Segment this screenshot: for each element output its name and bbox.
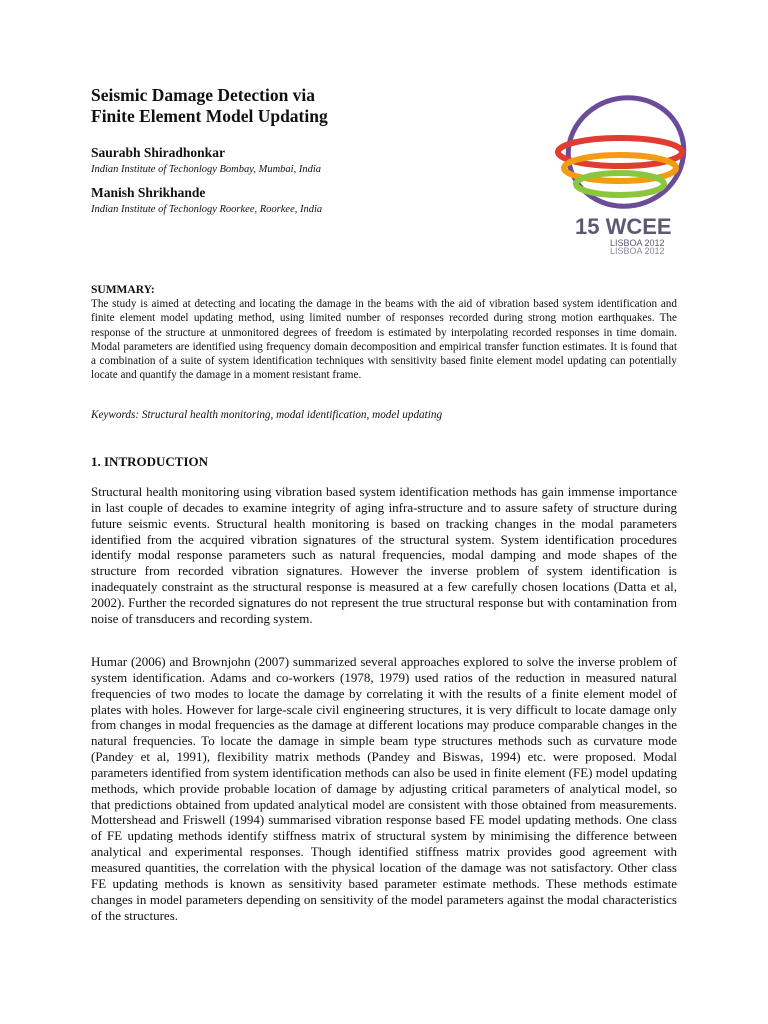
paragraph-2: Humar (2006) and Brownjohn (2007) summarized several approaches explored to solve the inverse problem of system identification. Adams and co-workers (1978, 1979) used ratios of the reduction in measured natural frequencies of two modes to locate the damage by correlating it with the results of a finite element model of plates with holes. However for large-scale civil engineering structures, it is very difficult to locate damage only from changes in modal frequencies as the damage at different locations may produce comparable changes in the natural frequencies. To locate the damage in simple beam type structures methods such as curvature mode (Pandey et al, 1991), flexibility matrix methods (Pandey and Biswas, 1994) etc. were proposed. Modal parameters identified from system identification methods can also be used in finite element (FE) model updating methods, which provide probable location of damage by adjusting critical parameters of analytical model, so that predictions obtained from updated analytical model are consistent with those obtained from measurements. Mottershead and Friswell (1994) summarised vibration response based FE model updating methods. One class of FE updating methods identify stiffness matrix of structural system by minimising the difference between analytical and experimental responses. Though identified stiffness matrix provides good agreement with measured quantities, the correlation with the physical location of the damage was not satisfactory. Other class FE updating methods is known as sensitivity based parameter estimate methods. These methods estimate changes in model parameters depending on sensitivity of the model parameters against the modal characteristics of the structures. — [91, 654, 677, 923]
title-line-2: Finite Element Model Updating — [91, 106, 328, 126]
paragraph-1: Structural health monitoring using vibration based system identification methods has gain immense importance in last couple of decades to examine integrity of aging infra-structure and to assure safety of structure during future seismic events. Structural health monitoring is based on tracking changes in the modal parameters identified from the acquired vibration signatures of the structural system. System identification procedures identify modal response parameters such as natural frequencies, modal damping and mode shapes of the structure from recorded vibration signatures. However the inverse problem of system identification is inadequately constraint as the structural response is measured at a few carefully chosen locations (Datta et al, 2002). Further the recorded signatures do not represent the true structural response but with contamination from noise of transducers and recording system. — [91, 484, 677, 626]
author-affiliation: Indian Institute of Techonlogy Roorkee, Roorkee, India — [91, 204, 323, 215]
logo-sub-text: LISBOA 2012 — [610, 238, 665, 248]
author-1 — [91, 145, 491, 177]
author-name: Saurabh Shiradhonkar — [91, 145, 225, 160]
author-name: Manish Shrikhande — [91, 185, 206, 200]
section-heading: 1. INTRODUCTION — [91, 454, 209, 469]
logo-sub-text-shadow: LISBOA 2012 — [610, 246, 665, 256]
wcee-logo — [548, 90, 698, 260]
paper-title — [91, 85, 471, 127]
author-affiliation: Indian Institute of Techonlogy Bombay, Mumbai, India — [91, 164, 322, 175]
summary-heading: SUMMARY: — [91, 284, 155, 296]
logo-main-text: 15 WCEE — [575, 214, 672, 239]
keywords: Keywords: Structural health monitoring, modal identification, model updating — [91, 409, 443, 421]
summary-text: The study is aimed at detecting and locating the damage in the beams with the aid of vibration based system identification and finite element model updating method, using limited number of responses recorded during strong motion earthquakes. The response of the structure at unmonitored degrees of freedom is estimated by interpolating recorded responses in time domain. Modal parameters are identified using frequency domain decomposition and empirical transfer function estimates. It is found that a combination of a suite of system identification techniques with sensitivity based finite element model updating can potentially locate and quantify the damage in a moment resistant frame. — [91, 298, 677, 382]
title-line-1: Seismic Damage Detection via — [91, 85, 316, 105]
author-2 — [91, 185, 491, 217]
